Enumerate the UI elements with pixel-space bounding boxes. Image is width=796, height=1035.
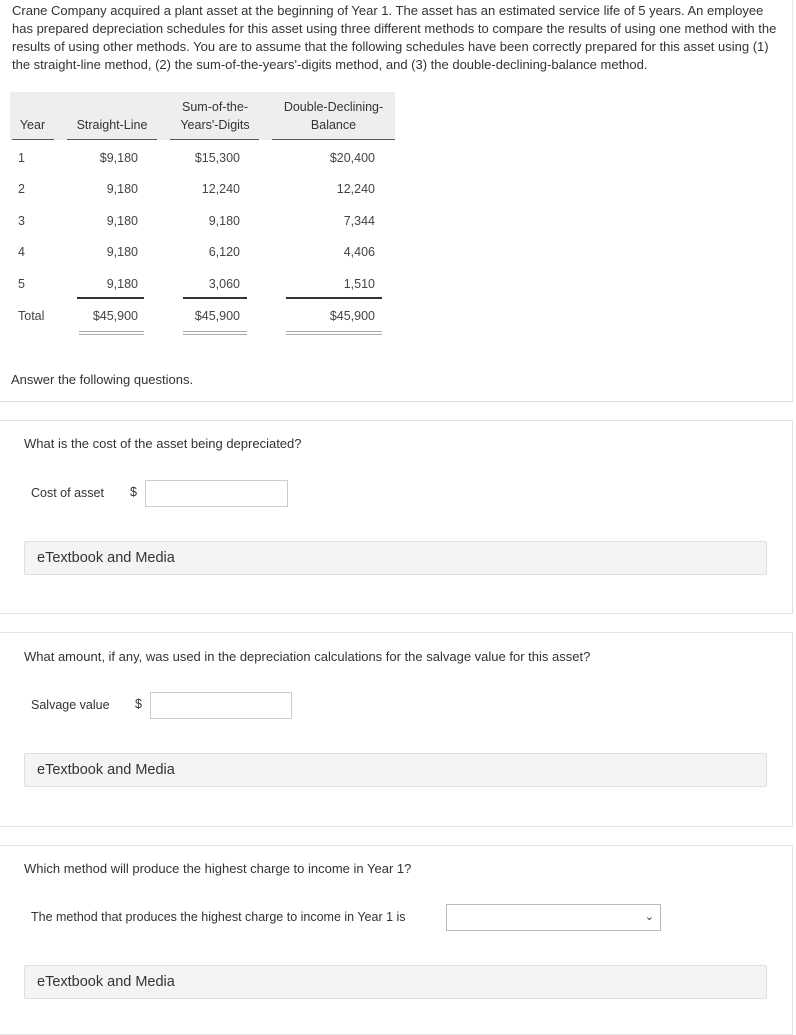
table-cell-sl: 9,180 — [106, 213, 138, 228]
header-ddb-line2: Balance — [310, 118, 357, 132]
table-cell-sl: 9,180 — [106, 245, 138, 260]
etextbook-media-button[interactable]: eTextbook and Media — [24, 753, 767, 787]
table-cell-syd: 9,180 — [208, 213, 240, 228]
answer-prompt: Answer the following questions. — [11, 372, 194, 387]
table-cell-syd: 6,120 — [208, 245, 240, 260]
table-cell-ddb: $20,400 — [329, 151, 375, 165]
table-cell-ddb: 12,240 — [336, 182, 375, 197]
cost-of-asset-input[interactable] — [145, 480, 288, 507]
header-ddb-line1: Double-Declining- — [283, 100, 384, 114]
etextbook-media-button[interactable]: eTextbook and Media — [24, 965, 767, 999]
header-straight-line: Straight-Line — [76, 118, 148, 132]
table-cell-year: 1 — [18, 151, 25, 165]
salvage-value-input[interactable] — [150, 692, 292, 719]
problem-statement: Crane Company acquired a plant asset at the beginning of Year 1. The asset has an estimated service life of 5 years. An employee has prepared depreciation schedules for this asset using three different methods to compare the results of using one method with the results of using other methods. You are to assume that the following schedules have been correctly prepared for this asset using (1) the straight-line method, (2) the sum-of-the-years'-digits method, and (3) the double-declining-balance method. — [12, 3, 777, 72]
header-syd-line2: Years'-Digits — [180, 118, 250, 132]
table-cell-year: 4 — [18, 245, 25, 260]
currency-symbol: $ — [130, 485, 137, 499]
table-cell-ddb: 7,344 — [343, 213, 375, 228]
table-cell-syd: 12,240 — [201, 182, 240, 197]
table-cell-sl: 9,180 — [106, 276, 138, 291]
table-cell-sl: 9,180 — [106, 182, 138, 197]
method-select[interactable] — [446, 904, 661, 931]
total-ddb: $45,900 — [329, 309, 375, 323]
total-syd: $45,900 — [194, 309, 240, 323]
question-panel-1 — [0, 420, 793, 614]
problem-section — [0, 0, 793, 402]
question-panel-2 — [0, 632, 793, 827]
etextbook-media-button[interactable]: eTextbook and Media — [24, 541, 767, 575]
table-cell-sl: $9,180 — [99, 151, 138, 165]
table-cell-year: 5 — [18, 276, 25, 291]
header-year: Year — [19, 118, 46, 132]
table-cell-syd: 3,060 — [208, 276, 240, 291]
table-cell-syd: $15,300 — [194, 151, 240, 165]
cost-label: Cost of asset — [31, 486, 104, 500]
total-label: Total — [18, 309, 45, 323]
method-label: The method that produces the highest charge to income in Year 1 is — [31, 910, 406, 924]
table-cell-year: 2 — [18, 182, 25, 197]
question-text: Which method will produce the highest charge to income in Year 1? — [24, 861, 412, 876]
header-syd-line1: Sum-of-the- — [182, 100, 248, 114]
question-panel-3 — [0, 845, 793, 1035]
total-sl: $45,900 — [92, 309, 138, 323]
currency-symbol: $ — [135, 697, 142, 711]
question-text: What is the cost of the asset being depreciated? — [24, 436, 302, 451]
table-cell-ddb: 1,510 — [343, 276, 375, 291]
question-text: What amount, if any, was used in the depreciation calculations for the salvage value for this asset? — [24, 649, 591, 664]
table-cell-year: 3 — [18, 213, 25, 228]
table-header — [10, 92, 395, 140]
salvage-label: Salvage value — [31, 698, 110, 712]
chevron-down-icon: ⌄ — [644, 911, 654, 923]
table-cell-ddb: 4,406 — [343, 245, 375, 260]
